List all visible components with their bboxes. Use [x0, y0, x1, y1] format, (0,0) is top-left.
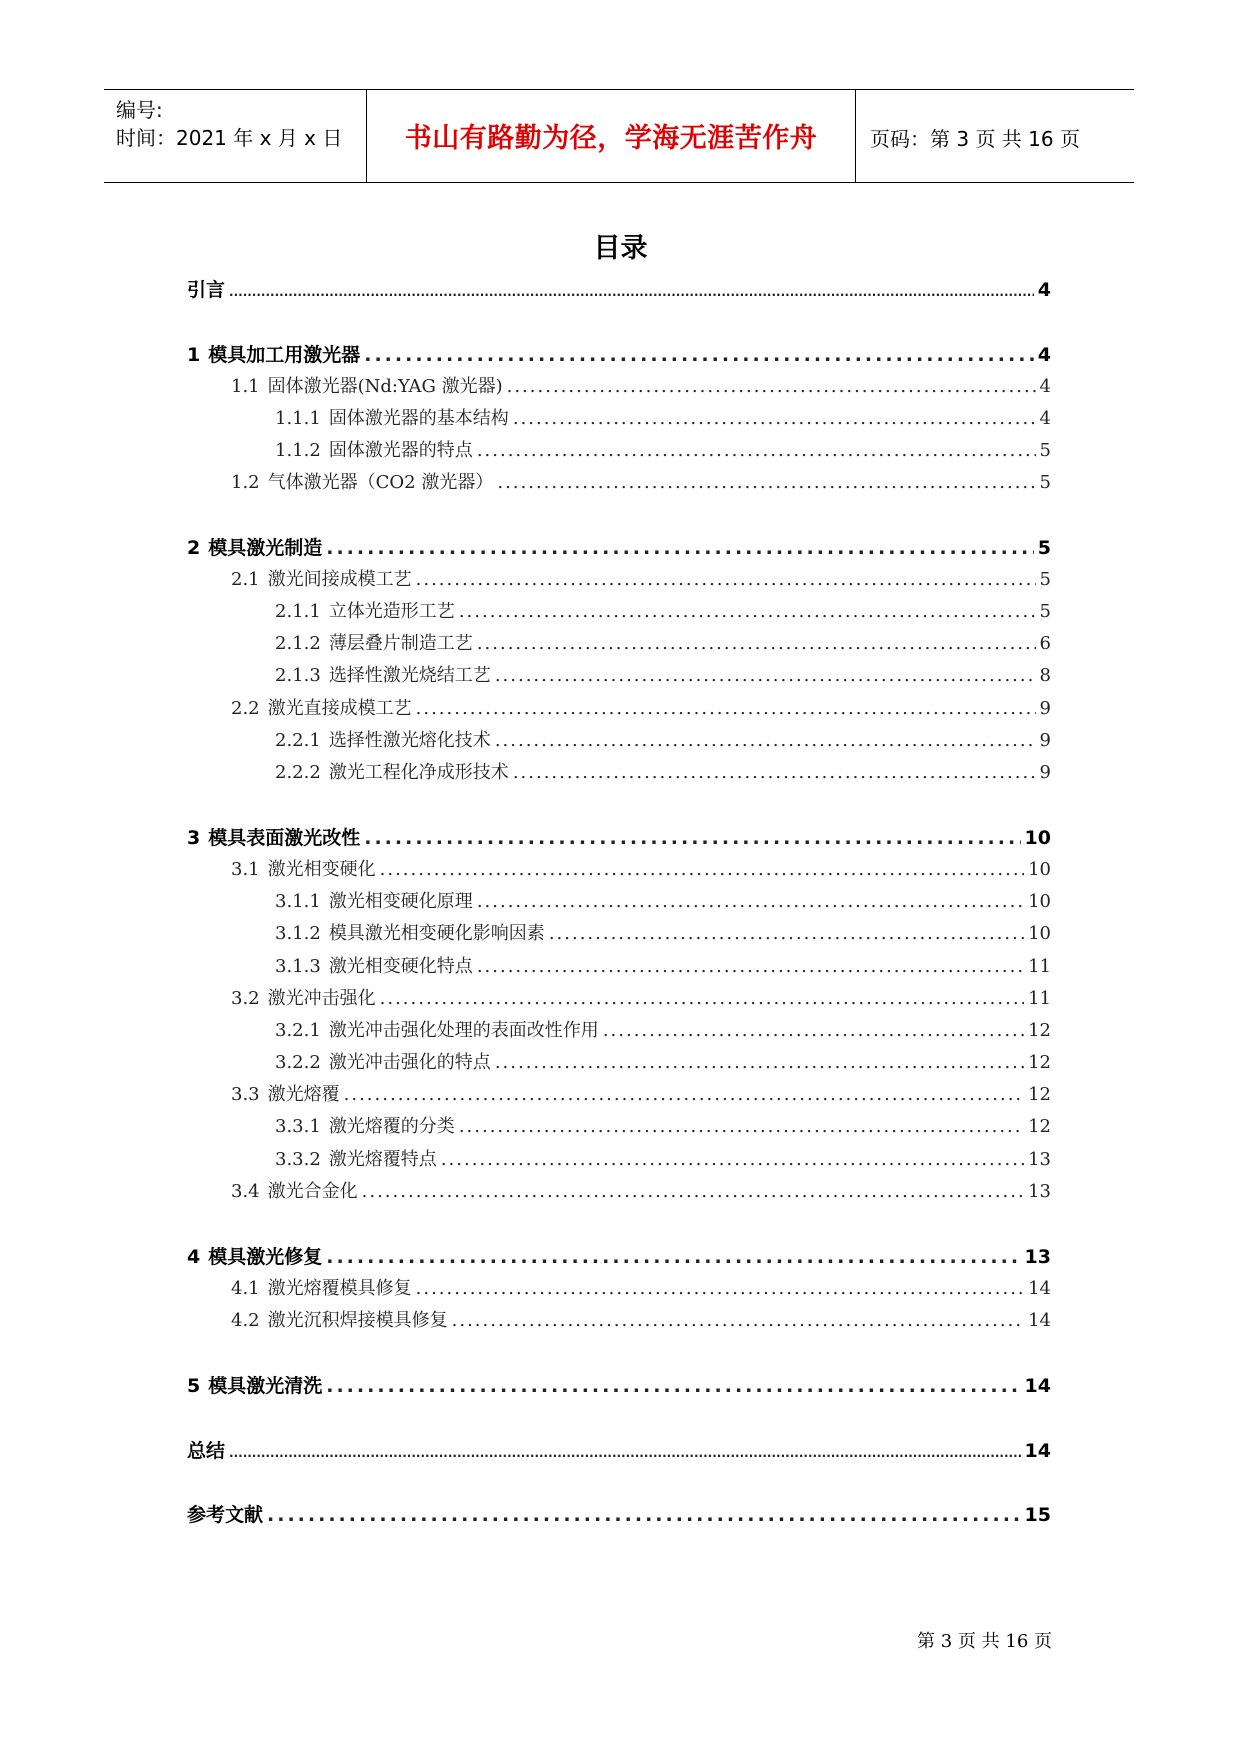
toc-entry[interactable] [275, 597, 1051, 623]
toc-entry-page: 4 [1037, 344, 1051, 366]
toc-dot-leader [495, 730, 1036, 751]
toc-entry-page: 10 [1028, 891, 1051, 912]
toc-entry-label: 激光直接成模工艺 [267, 698, 412, 719]
toc-entry-number: 1.1 [231, 376, 260, 397]
toc-entry-number: 3.1.1 [275, 891, 321, 912]
toc-entry-number: 1.1.2 [275, 440, 321, 461]
toc-entry-label: 模具激光修复 [208, 1246, 323, 1268]
toc-entry[interactable] [187, 340, 1051, 366]
toc-entry-label: 参考文献 [187, 1504, 264, 1526]
toc-entry-label: 选择性激光熔化技术 [328, 730, 491, 751]
toc-entry-number: 2.1 [231, 569, 260, 590]
toc-dot-leader [229, 285, 1034, 299]
header-page-number: 页码：第 3 页 共 16 页 [870, 127, 1080, 151]
toc-dot-leader [603, 1020, 1024, 1041]
toc-dot-leader [513, 408, 1036, 429]
toc-entry[interactable] [231, 694, 1051, 720]
toc-entry-number: 3 [187, 827, 201, 849]
toc-entry-page: 10 [1028, 923, 1051, 944]
toc-entry[interactable] [275, 919, 1051, 945]
toc-entry[interactable] [231, 1177, 1051, 1203]
toc-entry-label: 激光熔覆特点 [328, 1149, 437, 1170]
toc-entry-number: 3.3.1 [275, 1116, 321, 1137]
toc-entry-page: 9 [1039, 730, 1051, 751]
toc-entry-label: 激光熔覆 [267, 1084, 340, 1105]
toc-entry[interactable] [275, 1145, 1051, 1171]
toc-dot-leader [549, 923, 1024, 944]
toc-entry[interactable] [187, 1371, 1051, 1397]
toc-dot-leader [416, 698, 1036, 719]
toc-entry-number: 3.1.2 [275, 923, 321, 944]
toc-dot-leader [477, 891, 1024, 912]
toc-entry[interactable] [187, 1500, 1051, 1526]
toc-entry-page: 14 [1024, 1440, 1051, 1462]
motto-text: 书山有路勤为径，学海无涯苦作舟 [404, 123, 818, 154]
toc-dot-leader [459, 1116, 1024, 1137]
toc-entry-page: 6 [1039, 633, 1051, 654]
toc-entry-page: 4 [1039, 376, 1051, 397]
toc-dot-leader [362, 1181, 1024, 1202]
toc-entry-label: 激光冲击强化的特点 [328, 1052, 491, 1073]
toc-entry-number: 2 [187, 537, 201, 559]
toc-entry[interactable] [231, 855, 1051, 881]
toc-entry-label: 激光合金化 [267, 1181, 358, 1202]
toc-dot-leader [364, 827, 1020, 849]
toc-dot-leader [477, 440, 1036, 461]
toc-entry[interactable] [275, 436, 1051, 462]
toc-entry[interactable] [231, 1274, 1051, 1300]
toc-entry[interactable] [275, 629, 1051, 655]
toc-entry-page: 14 [1028, 1278, 1051, 1299]
toc-entry-page: 10 [1024, 827, 1051, 849]
toc-entry-number: 5 [187, 1375, 201, 1397]
toc-entry-number: 2.1.1 [275, 601, 321, 622]
toc-dot-leader [326, 1246, 1020, 1268]
toc-dot-leader [477, 956, 1024, 977]
toc-entry-page: 4 [1037, 279, 1051, 301]
toc-entry[interactable] [231, 565, 1051, 591]
toc-entry[interactable] [275, 887, 1051, 913]
toc-entry-number: 1 [187, 344, 201, 366]
toc-entry[interactable] [275, 1048, 1051, 1074]
toc-dot-leader [495, 665, 1036, 686]
toc-dot-leader [495, 1052, 1024, 1073]
toc-dot-leader [344, 1084, 1024, 1105]
toc-entry-label: 激光相变硬化特点 [328, 956, 473, 977]
toc-dot-leader [441, 1149, 1024, 1170]
toc-entry-number: 2.1.3 [275, 665, 321, 686]
toc-entry-page: 8 [1039, 665, 1051, 686]
toc-entry-label: 激光冲击强化处理的表面改性作用 [328, 1020, 599, 1041]
toc-entry[interactable] [187, 823, 1051, 849]
toc-entry[interactable] [187, 1242, 1051, 1268]
toc-entry[interactable] [275, 1016, 1051, 1042]
footer-page-number: 第 3 页 共 16 页 [917, 1631, 1052, 1652]
toc-entry-number: 3.3 [231, 1084, 260, 1105]
toc-entry[interactable] [187, 1436, 1051, 1462]
toc-entry-label: 激光沉积焊接模具修复 [267, 1310, 448, 1331]
toc-entry[interactable] [275, 661, 1051, 687]
toc-entry-label: 固体激光器(Nd:YAG 激光器) [267, 376, 503, 397]
toc-entry-label: 模具激光相变硬化影响因素 [328, 923, 545, 944]
toc-entry-label: 激光相变硬化 [267, 859, 376, 880]
toc-dot-leader [416, 569, 1036, 590]
toc-entry-label: 薄层叠片制造工艺 [328, 633, 473, 654]
toc-dot-leader [326, 1375, 1020, 1397]
document-time-label: 时间：2021 年 x 月 x 日 [116, 126, 343, 150]
toc-entry-number: 1.1.1 [275, 408, 321, 429]
toc-dot-leader [380, 859, 1024, 880]
toc-dot-leader [497, 472, 1035, 493]
toc-dot-leader [416, 1278, 1024, 1299]
toc-entry[interactable] [231, 1306, 1051, 1332]
toc-entry-number: 3.3.2 [275, 1149, 321, 1170]
toc-title: 目录 [593, 233, 648, 264]
toc-entry-number: 2.1.2 [275, 633, 321, 654]
toc-entry-label: 立体光造形工艺 [328, 601, 455, 622]
toc-entry-page: 9 [1039, 762, 1051, 783]
toc-dot-leader [267, 1504, 1021, 1526]
toc-entry-number: 3.2 [231, 988, 260, 1009]
toc-dot-leader [229, 1446, 1021, 1460]
toc-entry-page: 5 [1039, 601, 1051, 622]
toc-entry-page: 11 [1028, 988, 1051, 1009]
toc-entry[interactable] [275, 726, 1051, 752]
toc-entry[interactable] [231, 468, 1051, 494]
toc-entry-number: 3.2.1 [275, 1020, 321, 1041]
toc-dot-leader [507, 376, 1036, 397]
toc-dot-leader [452, 1310, 1024, 1331]
toc-entry[interactable] [275, 404, 1051, 430]
toc-entry-page: 13 [1028, 1181, 1051, 1202]
toc-entry-page: 15 [1024, 1504, 1051, 1526]
toc-entry-page: 10 [1028, 859, 1051, 880]
toc-entry-label: 激光冲击强化 [267, 988, 376, 1009]
toc-entry-label: 模具激光制造 [208, 537, 323, 559]
toc-entry-number: 3.2.2 [275, 1052, 321, 1073]
toc-entry-number: 3.1.3 [275, 956, 321, 977]
toc-entry-label: 模具表面激光改性 [208, 827, 361, 849]
toc-entry-label: 激光间接成模工艺 [267, 569, 412, 590]
document-number-label: 编号: [116, 98, 163, 122]
toc-entry-page: 14 [1024, 1375, 1051, 1397]
toc-entry-label: 模具加工用激光器 [208, 344, 361, 366]
toc-entry-number: 3.4 [231, 1181, 260, 1202]
toc-entry-number: 2.2 [231, 698, 260, 719]
toc-entry[interactable] [275, 952, 1051, 978]
toc-entry[interactable] [231, 984, 1051, 1010]
toc-entry-label: 总结 [187, 1440, 226, 1462]
toc-entry-page: 13 [1028, 1149, 1051, 1170]
toc-dot-leader [459, 601, 1036, 622]
toc-entry-label: 模具激光清洗 [208, 1375, 323, 1397]
toc-entry[interactable] [231, 1080, 1051, 1106]
toc-entry-label: 激光熔覆的分类 [328, 1116, 455, 1137]
toc-dot-leader [364, 344, 1034, 366]
toc-entry[interactable] [275, 758, 1051, 784]
toc-entry-page: 14 [1028, 1310, 1051, 1331]
toc-entry-number: 4 [187, 1246, 201, 1268]
toc-entry-label: 激光熔覆模具修复 [267, 1278, 412, 1299]
toc-entry-label: 激光相变硬化原理 [328, 891, 473, 912]
toc-dot-leader [513, 762, 1036, 783]
toc-entry-page: 4 [1039, 408, 1051, 429]
toc-dot-leader [326, 537, 1034, 559]
toc-entry-page: 12 [1028, 1020, 1051, 1041]
toc-entry-label: 气体激光器（CO2 激光器） [267, 472, 494, 493]
toc-entry-page: 11 [1028, 956, 1051, 977]
toc-entry[interactable] [187, 275, 1051, 301]
toc-entry[interactable] [275, 1112, 1051, 1138]
toc-entry[interactable] [231, 372, 1051, 398]
toc-entry-label: 选择性激光烧结工艺 [328, 665, 491, 686]
toc-entry-label: 固体激光器的基本结构 [328, 408, 509, 429]
toc-entry-number: 4.2 [231, 1310, 260, 1331]
toc-entry-page: 5 [1039, 440, 1051, 461]
toc-entry-page: 5 [1039, 472, 1051, 493]
toc-dot-leader [477, 633, 1036, 654]
toc-entry-page: 13 [1024, 1246, 1051, 1268]
toc-entry-number: 2.2.1 [275, 730, 321, 751]
toc-dot-leader [380, 988, 1024, 1009]
toc-entry-page: 12 [1028, 1052, 1051, 1073]
toc-entry-number: 4.1 [231, 1278, 260, 1299]
toc-entry-number: 1.2 [231, 472, 260, 493]
toc-entry-number: 2.2.2 [275, 762, 321, 783]
toc-entry-label: 固体激光器的特点 [328, 440, 473, 461]
toc-entry-page: 5 [1039, 569, 1051, 590]
toc-entry-page: 12 [1028, 1084, 1051, 1105]
toc-entry-number: 3.1 [231, 859, 260, 880]
toc-entry-label: 引言 [187, 279, 226, 301]
toc-entry-page: 12 [1028, 1116, 1051, 1137]
toc-entry-label: 激光工程化净成形技术 [328, 762, 509, 783]
toc-entry-page: 9 [1039, 698, 1051, 719]
toc-entry-page: 5 [1037, 537, 1051, 559]
toc-entry[interactable] [187, 533, 1051, 559]
